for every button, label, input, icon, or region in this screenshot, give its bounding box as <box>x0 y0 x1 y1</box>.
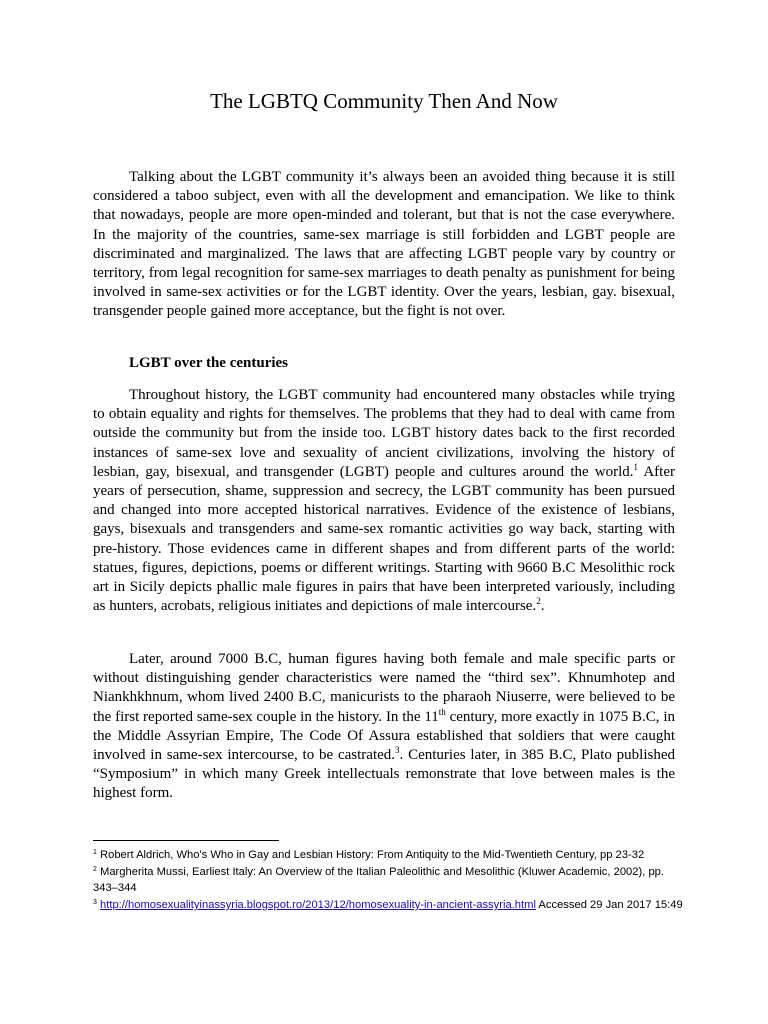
history-text-2: After years of persecution, shame, suppression and secrecy, the LGBT community has been pursued and changed into more accepted historical narratives. Evidence of the existence of lesbians, gays, bisexuals and transgenders and same-sex romantic activities go way back, starting with pre-history. Those evidences came in different shapes and from different parts of the world: statues, figures, depictions, poems or different writings. Starting with 9660 B.C Mesolithic rock art in Sicily depicts phallic male figures in pairs that have been interpreted variously, including as hunters, acrobats, religious initiates and depictions of male intercourse. <box>93 463 675 615</box>
footnotes <box>93 847 683 914</box>
intro-paragraph: Talking about the LGBT community it’s always been an avoided thing because it is still considered a taboo subject, even with all the development and emancipation. We like to think that nowadays, people are more open-minded and tolerant, but that is not the case everywhere. In the majority of the countries, same-sex marriage is still forbidden and LGBT people are discriminated and marginalized. The laws that are affecting LGBT people vary by country or territory, from legal recognition for same-sex marriages to death penalty as punishment for being involved in same-sex activities or for the LGBT identity. Over the years, lesbian, gay. bisexual, transgender people gained more acceptance, but the fight is not over. <box>93 169 675 320</box>
footnote-text: Margherita Mussi, Earliest Italy: An Overview of the Italian Paleolithic and Mesolithic (Kluwer Academic, 2002), pp. 343–344 <box>93 866 664 894</box>
later-text-2: century, more exactly in 1075 B.C, in the Middle Assyrian Empire, The Code Of Assura established that soldiers that were caught involved in same-sex intercourse, to be castrated. <box>93 708 675 764</box>
footnote-ref-2[interactable]: 2 <box>536 596 541 607</box>
later-paragraph <box>93 650 675 804</box>
footnote-separator <box>93 840 279 841</box>
history-paragraph-block <box>93 386 675 616</box>
footnote-1 <box>93 847 683 863</box>
footnote-ref-3[interactable]: 3 <box>395 745 400 756</box>
footnote-number: 1 <box>93 849 97 856</box>
footnote-number: 2 <box>93 866 97 873</box>
footnote-3 <box>93 897 683 913</box>
history-paragraph <box>93 386 675 616</box>
history-text-end: . <box>540 598 545 615</box>
footnote-number: 3 <box>93 899 97 906</box>
section-heading: LGBT over the centuries <box>129 355 289 371</box>
footnote-link[interactable]: http://homosexualityinassyria.blogspot.ro/2013/12/homosexuality-in-ancient-assyria.html <box>100 899 536 911</box>
intro-paragraph-block <box>93 168 675 322</box>
footnote-text: Robert Aldrich, Who's Who in Gay and Lesbian History: From Antiquity to the Mid-Twentieth Century, pp 23-32 <box>100 849 645 861</box>
later-paragraph-block <box>93 650 675 804</box>
page-title: The LGBTQ Community Then And Now <box>210 89 558 113</box>
later-text-1: Later, around 7000 B.C, human figures having both female and male specific parts or without distinguishing gender characteristics were named the “third sex”. Khnumhotep and Niankhkhnum, whom lived 2400 B.C, manicurists to the pharaoh Niuserre, were believed to be the first reported same-sex couple in the history. In the 11 <box>93 651 675 725</box>
footnote-2 <box>93 864 683 896</box>
superscript-th: th <box>438 706 446 717</box>
later-text-3: . Centuries later, in 385 B.C, Plato published “Symposium” in which many Greek intellectuals remonstrate that love between males is the highest form. <box>93 747 676 802</box>
footnote-ref-1[interactable]: 1 <box>633 461 639 472</box>
history-text-1: Throughout history, the LGBT community had encountered many obstacles while trying to obtain equality and rights for themselves. The problems that they had to deal with came from outside the community but from the inside too. LGBT history dates back to the first recorded instances of same-sex love and sexuality of ancient civilizations, involving the history of lesbian, gay, bisexual, and transgender (LGBT) people and cultures around the world. <box>93 387 675 480</box>
footnote-access-date: Accessed 29 Jan 2017 15:49 <box>535 899 683 911</box>
